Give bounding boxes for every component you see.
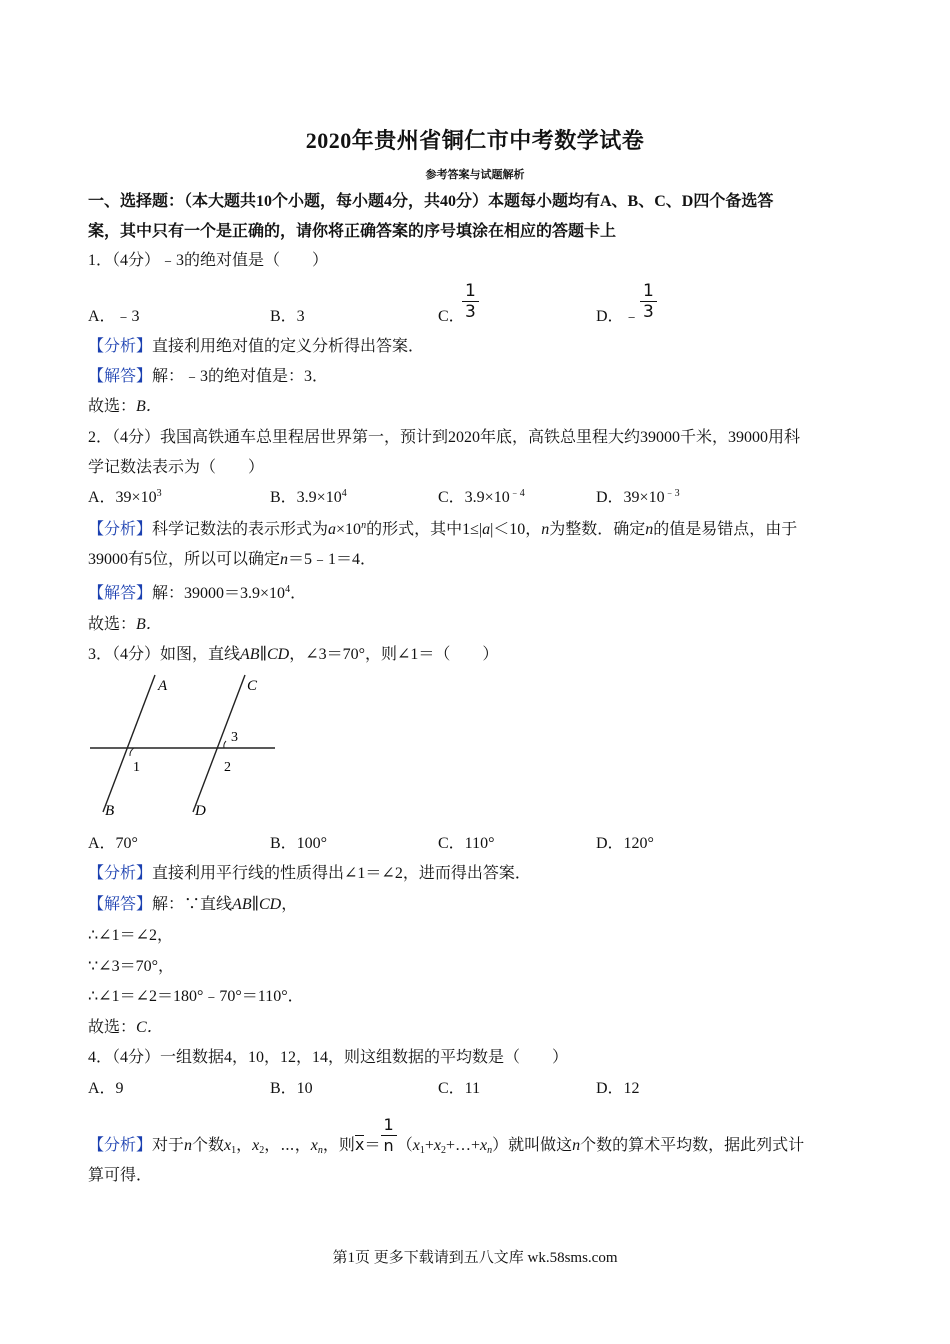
q3-stem-part: ，∠3＝70°，则∠1＝（ ）	[289, 646, 499, 663]
q2-solution-exp: 4	[285, 584, 291, 595]
q3-solution-part: ∥	[251, 896, 259, 913]
analysis-tag: 【分析】	[88, 521, 153, 538]
q1-solution	[88, 367, 328, 387]
q3-solution-part: ∵直线	[184, 896, 233, 913]
answer-prefix: 故选：	[88, 398, 137, 415]
q2-analysis-var: a	[328, 521, 337, 538]
q2-option-a-exp: 3	[156, 488, 162, 499]
q3-answer-value: C．	[136, 1019, 163, 1036]
page-subtitle: 参考答案与试题解析	[425, 169, 525, 181]
q2-analysis-var: n	[645, 521, 654, 538]
section-heading-line-1: 一、选择题：（本大题共10个小题，每小题4分，共40分）本题每小题均有A、B、C、D四个备选答	[88, 193, 774, 210]
q2-option-d	[596, 488, 680, 508]
fraction-numerator: 1	[462, 281, 479, 302]
solution-tag: 【解答】	[88, 368, 153, 385]
q2-option-a-text: A．39×10	[88, 489, 157, 506]
page-footer: 第1页 更多下载请到五八文库 wk.58sms.com	[332, 1250, 618, 1266]
page-title: 2020年贵州省铜仁市中考数学试卷	[305, 128, 645, 153]
q4-sub: 2	[259, 1145, 265, 1156]
q3-option-a: A．70°	[88, 835, 138, 852]
q1-option-d-neg: ﹣	[623, 308, 640, 325]
q4-option-c: C．11	[438, 1080, 481, 1097]
q4-var-x: x	[310, 1137, 318, 1154]
q2-solution-text: 39000＝3.9×10	[184, 585, 286, 602]
q4-plus: +	[445, 1137, 455, 1154]
q1-answer	[88, 397, 162, 417]
q2-analysis-part: 的形式，其中1≤|	[366, 521, 483, 538]
q2-option-d-text: D．39×10	[596, 489, 665, 506]
q2-analysis-line-1	[88, 520, 797, 540]
q3-figure	[85, 672, 285, 822]
q4-analysis-var: n	[572, 1137, 581, 1154]
q2-solution-end: ．	[290, 585, 307, 602]
q4-var-x: x	[224, 1137, 232, 1154]
q2-option-c	[438, 488, 525, 508]
q3-analysis-text: 直接利用平行线的性质得出∠1＝∠2，进而得出答案．	[152, 865, 531, 882]
q4-var-x: x	[480, 1137, 488, 1154]
q1-option-c	[438, 307, 465, 327]
q3-option-b: B．100°	[270, 835, 328, 852]
fraction-numerator: 1	[640, 281, 657, 302]
q4-option-b: B．10	[270, 1080, 313, 1097]
q4-sep: ，	[294, 1137, 311, 1154]
q1-analysis	[88, 337, 424, 357]
q3-stem	[88, 645, 498, 665]
solution-prefix: 解：	[152, 368, 185, 385]
q2-option-c-exp: ﹣4	[509, 488, 525, 499]
label-c: C	[247, 678, 258, 694]
q3-solution-var: AB	[232, 896, 252, 913]
q1-answer-value: B．	[136, 398, 162, 415]
q1-option-a: A．﹣3	[88, 308, 140, 325]
fraction-denominator: 3	[643, 302, 654, 322]
solution-prefix: 解：	[152, 896, 185, 913]
q3-option-c: C．110°	[438, 835, 495, 852]
q4-analysis-line-1	[88, 1114, 805, 1156]
q1-option-c-label: C．	[438, 308, 465, 325]
q2-stem-line-1: 2．（4分）我国高铁通车总里程居世界第一，预计到2020年底，高铁总里程大约39000千米，39000用科	[88, 429, 801, 446]
q2-answer-value: B．	[136, 616, 162, 633]
q1-analysis-text: 直接利用绝对值的定义分析得出答案．	[152, 338, 425, 355]
q2-analysis-part: 39000有5位，所以可以确定	[88, 551, 281, 568]
q4-sep: ，	[264, 1137, 281, 1154]
q4-stem: 4．（4分）一组数据4，10，12，14，则这组数据的平均数是（ ）	[88, 1049, 569, 1066]
label-angle-1: 1	[133, 760, 140, 775]
q4-plus: +	[424, 1137, 434, 1154]
q3-solution-part: ，	[281, 896, 298, 913]
q4-mean-symbol: x	[354, 1135, 365, 1154]
solution-tag: 【解答】	[88, 585, 153, 602]
label-b: B	[105, 803, 115, 819]
q1-option-d	[596, 307, 640, 327]
q3-stem-part: ∥	[259, 646, 267, 663]
q2-analysis-part: ×10	[336, 521, 362, 538]
q4-var-x: x	[252, 1137, 260, 1154]
q4-analysis-part: 个数	[192, 1137, 225, 1154]
q2-analysis-line-2	[88, 550, 376, 570]
q2-analysis-part: ＝5﹣1＝4．	[288, 551, 377, 568]
q4-sub: 1	[231, 1145, 237, 1156]
q3-solution-line-2: ∴∠1＝∠2，	[88, 927, 173, 944]
q2-option-d-exp: ﹣3	[664, 488, 680, 499]
q2-analysis-var: n	[280, 551, 289, 568]
q2-analysis-part: 为整数．确定	[549, 521, 646, 538]
q2-analysis-part: 的值是易错点，由于	[653, 521, 798, 538]
q4-dots: ⋯	[280, 1137, 295, 1154]
solution-tag: 【解答】	[88, 896, 153, 913]
q2-option-c-text: C．3.9×10	[438, 489, 510, 506]
q2-solution	[88, 584, 306, 604]
q4-option-d: D．12	[596, 1080, 640, 1097]
q3-stem-var: CD	[266, 646, 290, 663]
q2-option-b-text: B．3.9×10	[270, 489, 342, 506]
q4-sub: 2	[440, 1145, 446, 1156]
fraction-denominator: 3	[465, 302, 476, 322]
q2-option-b-exp: 4	[341, 488, 347, 499]
q3-solution-var: CD	[258, 896, 282, 913]
label-angle-2: 2	[224, 760, 231, 775]
section-heading-line-2: 案，其中只有一个是正确的，请你将正确答案的序号填涂在相应的答题卡上	[88, 223, 617, 240]
q2-answer	[88, 615, 162, 635]
q4-option-a: A．9	[88, 1080, 124, 1097]
q1-stem: 1．（4分）﹣3的绝对值是（ ）	[88, 252, 329, 269]
q4-sep: ，	[236, 1137, 253, 1154]
q4-analysis-var: n	[184, 1137, 193, 1154]
q4-analysis-line-2: 算可得．	[88, 1167, 153, 1184]
analysis-tag: 【分析】	[88, 338, 153, 355]
q3-analysis	[88, 864, 531, 884]
q2-option-a	[88, 488, 162, 508]
q2-option-b	[270, 488, 347, 508]
q2-analysis-var: a	[482, 521, 491, 538]
q4-fraction	[381, 1115, 397, 1156]
q3-option-d: D．120°	[596, 835, 654, 852]
q2-analysis-part: |＜10，	[490, 521, 542, 538]
q2-analysis-exp: n	[361, 520, 367, 531]
label-d: D	[195, 803, 206, 819]
q3-stem-var: AB	[240, 646, 260, 663]
angle-1-arc	[130, 748, 134, 756]
q4-sub: n	[487, 1145, 493, 1156]
answer-prefix: 故选：	[88, 1019, 137, 1036]
q4-paren: ）	[492, 1137, 509, 1154]
q3-answer	[88, 1018, 163, 1038]
q3-solution-line-1	[88, 895, 297, 915]
q4-paren: （	[396, 1137, 413, 1154]
q4-sub: n	[317, 1145, 323, 1156]
q4-var-x: x	[412, 1137, 420, 1154]
q2-analysis-var: n	[541, 521, 550, 538]
fraction-denominator: n	[383, 1135, 394, 1155]
analysis-tag: 【分析】	[88, 1137, 153, 1154]
q4-analysis-part: 就叫做这	[508, 1137, 573, 1154]
q4-plus: +	[470, 1137, 481, 1154]
q1-solution-text: ﹣3的绝对值是：3．	[184, 368, 329, 385]
q1-option-d-label: D．	[596, 308, 624, 325]
label-angle-3: 3	[231, 730, 238, 745]
q2-analysis-part: 科学记数法的表示形式为	[152, 521, 329, 538]
q1-option-d-fraction	[640, 281, 657, 322]
q3-stem-part: 3．（4分）如图，直线	[88, 646, 241, 663]
label-a: A	[158, 678, 168, 694]
q4-equals: ＝	[364, 1137, 381, 1154]
solution-prefix: 解：	[152, 585, 185, 602]
answer-prefix: 故选：	[88, 616, 137, 633]
line-ab	[103, 675, 155, 812]
q2-stem-line-2: 学记数法表示为（ ）	[88, 459, 265, 476]
q4-var-x: x	[433, 1137, 441, 1154]
fraction-numerator: 1	[381, 1115, 397, 1136]
q4-sub: 1	[419, 1145, 425, 1156]
q4-analysis-part: ，则	[322, 1137, 355, 1154]
q4-analysis-part: 对于	[152, 1137, 185, 1154]
angle-3-arc	[224, 741, 226, 748]
q3-solution-line-3: ∵∠3＝70°，	[88, 958, 174, 975]
q3-solution-line-4: ∴∠1＝∠2＝180°﹣70°＝110°．	[88, 988, 304, 1005]
q4-ellipsis: …	[454, 1137, 471, 1154]
q1-option-c-fraction	[462, 281, 479, 322]
q4-analysis-part: 个数的算术平均数，据此列式计	[580, 1137, 805, 1154]
analysis-tag: 【分析】	[88, 865, 153, 882]
q1-option-b: B．3	[270, 308, 305, 325]
